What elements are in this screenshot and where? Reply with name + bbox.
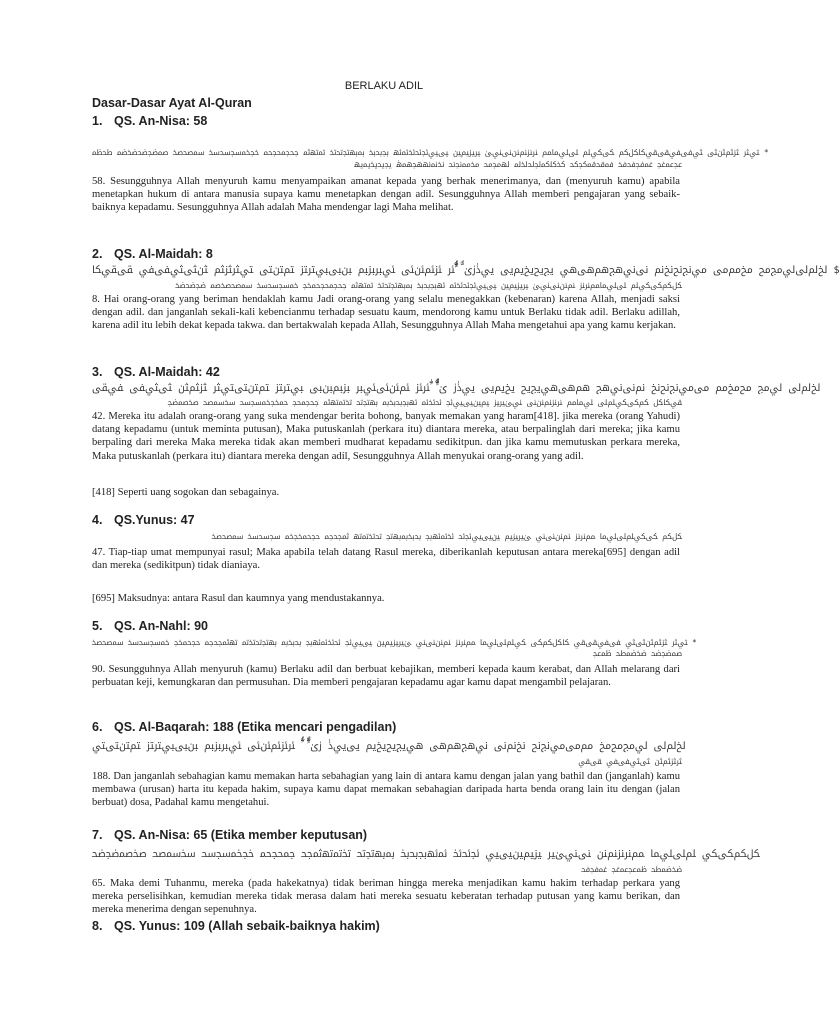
verse-translation: 42. Mereka itu adalah orang-orang yang suka mendengar berita bohong, banyak memakan yang haram[418]. jika mereka (orang Yahudi) datang kepadamu (untuk meminta putusan), Maka putuskanlah (perkara itu) diantara mereka, atau berpalinglah dari mereka; jika kamu berpaling dari mereka Maka mereka tidak akan memberi mudharat kepadamu sedikitpun. dan jika kamu memutuskan perkara mereka, Maka putuskanlah (perkara itu) diantara mereka dengan adil, Sesungguhnya Allah menyukai orang-orang yang adil. [92,411,680,462]
section-title: QS. Yunus: 109 (Allah sebaik-baiknya hakim) [114,919,380,933]
arabic-verse-line: ﲶﲷﲸ ﲹﲺﲻﲼ ﲽﲾﲿ [581,865,682,874]
section-number: 4. [92,513,103,527]
section-title: QS.Yunus: 47 [114,513,195,527]
verse-translation: 188. Dan janganlah sebahagian kamu memakan harta sebahagian yang lain di antara kamu dengan jalan yang bathil dan (janganlah) kamu membawa (urusan) harta itu kepada hakim, supaya kamu dapat memakan sebahagian daripada harta benda orang lain itu dengan (jalan berbuat) dosa, Padahal kamu mengetahui. [92,771,680,809]
section-number: 7. [92,828,103,842]
section-number: 2. [92,247,103,261]
section-number: 8. [92,919,103,933]
section-heading [92,365,220,379]
document-subtitle: Dasar-Dasar Ayat Al-Quran [92,96,252,110]
document-title: BERLAKU ADIL [344,80,424,92]
verse-translation: 65. Maka demi Tuhanmu, mereka (pada hakekatnya) tidak beriman hingga mereka menjadikan kamu hakim terhadap perkara yang mereka perselisihkan, kemudian mereka tidak merasa dalam hati mereka sesuatu keberatan terhadap putusan yang kamu berikan, dan mereka menerima dengan sepenuhnya. [92,878,680,916]
section-heading [92,828,367,842]
arabic-verse-line: ﲁﲂﲃﲄ ﲅﲆﲇﲈ ﲉﲊﲋﲌﲍ ﲎﲏﲐﲑ ﲒﲓﲔﲕﲖ ﲗﲘﲙ ﲚﲛﲜﲝﲞ ﲟﲠﲡﲢ ﲣﲤﲥﲦﲧ ﲨﲩﲪ ﲫﲬﲭﲮ ﲯﲰﲱ ﲲﲳﲴﲵ [92,849,760,860]
section-number: 6. [92,720,103,734]
section-title: QS. An-Nahl: 90 [114,619,208,633]
section-title: QS. Al-Baqarah: 188 (Etika mencari pengadilan) [114,720,397,734]
section-heading [92,619,208,633]
arabic-verse-line: ﱿﲀﲁ ﲂﲃﲄﲅﲆ ﲇﲈﲉ ﲊﲋﲌﲍﲎ ﲏﲐﲑﲒ ﲓﲔﲕﲖﲗ ﲘﲙﲚ ﲛﲜﲝﲞﲟ ﲠﲡﲢ ﲣﲤﲥﲦ ﲧﲨﲩ ﲪﲫﲬﲭﲮ ﲯﲰﲱ ﲲﲳﲴ [167,398,682,407]
arabic-verse-line: ﲺﲻﲼ ﲽﲾﲿﳀ ﳁﳂﳃﳄﳅ ﳆﳇﳈﳉﳊﳋﳌ ﳍﳎﳏ ﳐﳑﳒﳓ ﳔﳕﳖﳗﳘﳙ ﳚﳛﳜﳝﳞ [354,160,682,169]
verse-translation: 8. Hai orang-orang yang beriman hendaklah kamu Jadi orang-orang yang selalu menegakkan (kebenaran) karena Allah, menjadi saksi dengan adil. dan janganlah sekali-kali kebencianmu terhadap sesuatu kaum, mendorong kamu untuk Berlaku tidak adil. Berlaku adillah, karena adil itu lebih dekat kepada takwa. dan bertakwalah kepada Allah, Sesungguhnya Allah Maha mengetahui apa yang kamu kerjakan. [92,294,680,332]
section-number: 3. [92,365,103,379]
section-heading [92,720,396,734]
section-title: QS. An-Nisa: 58 [114,114,208,128]
section-heading [92,513,195,527]
arabic-verse-line: ﱁﱂﱃ ﱄﱅ ﱆﱇﱈ ﱉﱊﱋﱌﱍ ﱎﱏﱐﱑ ﱒﱓﱔﱕﱖ ﱗﱘﱙ ﱚﱛﱜ ﱝﱞﱟﱠﱡ ﱢﱣﱤﱥ ﱦﱧﱨﱩﱪ ﱫﱬﱭﱮ ﱯﱰﱱ ﱲﱳﱴﱵﱶ ﱷﱸﱹ ﱺﱻﱼ ﱽﱾ [92,383,821,394]
section-number: 1. [92,114,103,128]
verse-translation: 47. Tiap-tiap umat mempunyai rasul; Maka apabila telah datang Rasul mereka, diberikanlah keputusan antara mereka[695] dengan adil dan mereka (sedikitpun) tidak dianiaya. [92,547,680,572]
arabic-verse-line: ﲁﲂﲃﲄﲅ ﲆﲇﲈﲉﲊﲋ ﲌﲍﲎﲏﲐ ﲑﲒﲓﲔ ﲕﲖﲗﲘﲙﲚ ﲛﲜﲝﲞ ﲟﲠﲡﲢﲣ ﲤﲥﲦ ﲧﲨﲩﲪﲫ ﲬﲭﲮﲯ ﲰﲱﲲﲳ ﲴﲵﲶ [175,281,682,290]
footnote: [418] Seperti uang sogokan dan sebagainya. [92,487,280,498]
arabic-verse-line: ﱁﱂﱃﱄﱅﱆ ﱇﱈﱉ ﱊﱋﱌﱍﱎ ﱏﱐﱑﱒﱓﱔ ﱕﱖﱗﱘﱙ ﱚﱛﱜﱝﱞ ﱟﱠﱡﱢﱣﱤ ﱥﱦﱧﱨ ﱩﱪﱫﱬ ﱭﱮﱯﱰﱱ ﱲﱳﱴ ﱵﱶﱷﱸ ﱹﱺﱻﱼﱽ ﱾﱿﲀ $ [92,265,839,276]
section-heading [92,247,213,261]
section-number: 5. [92,619,103,633]
section-heading [92,114,207,128]
verse-translation: 90. Sesungguhnya Allah menyuruh (kamu) Berlaku adil dan berbuat kebajikan, memberi kepada kaum kerabat, dan Allah melarang dari perbuatan keji, kemungkaran dan permusuhan. Dia memberi pengajaran kepadamu agar kamu dapat mengambil pelajaran. [92,664,680,689]
footnote: [695] Maksudnya: antara Rasul dan kaumnya yang mendustakannya. [92,593,385,604]
section-title: QS. An-Nisa: 65 (Etika member keputusan) [114,828,368,842]
section-heading [92,919,380,933]
section-title: QS. Al-Maidah: 42 [114,365,220,379]
arabic-verse-line: ﱵﱶ ﱷﱸﱹﱺﱻ ﱼﱽﱾﱿ ﲀﲁﲂﲃ ﲄﲅﲆﲇﲈ ﲉﲊﲋ ﲌﲍﲎﲏ ﲐﲑﲒﲓﲔ ﲕﲖﲗ ﲘﲙﲚﲛﲜ ﲝﲞﲟ ﲠﲡﲢﲣﲤ ﲥﲦﲧﲨ ﲩﲪﲫ ﲬﲭﲮﲯ ﲰﲱﲲ * [92,638,697,647]
arabic-verse-line: ﲳﲴﲵ ﲶﲷﲸ ﲹﲺ [592,649,682,658]
arabic-verse-line: ﱶﱷﱸﱹ ﱺﱻﱼﱽ ﱾﱿ [578,757,682,766]
section-title: QS. Al-Maidah: 8 [114,247,213,261]
arabic-verse-line: ﱁﱂﱃ ﱄﱅﱆﱇ ﱈﱉﱊﱋﱌ ﱍﱎﱏ ﱐﱑﱒﱓ ﱔﱕﱖﱗﱘ ﱙﱚﱛ ﱜﱝﱞﱟﱠ ﱡﱢﱣ ﱤﱥﱦﱧﱨ ﱩﱪﱫﱬ ﱭﱮﱯﱰﱱ ﱲﱳﱴﱵ [92,741,686,752]
arabic-verse-line: ﲁﲂ ﲃﲄﲅﲆﲇﲈ ﲉﲊﲋ ﲌﲍﲎﲏ ﲐﲑﲒﲓ ﲔﲕﲖﲗﲘ ﲙﲚﲛﲜ ﲝﲞﲟﲠﲡ ﲢﲣﲤﲥ ﲦﲧﲨ ﲩﲪﲫﲬ ﲭﲮﲯ ﲰﲱﲲ [211,532,682,541]
arabic-verse-line: ﱵﱶ ﱷﱸﱹﱺ ﱻﱼﱽﱾﱿﲀﲁﲂ ﲃﲄﲅ ﲆﲇﲈﲉ ﲊﲋﲌﲍﲎﲏﲐ ﲑﲒﲓﲔ ﲕﲖﲗﲘﲙﲚﲛ ﲜﲝﲞ ﲟﲠﲡﲢﲣ ﲤﲥﲦ ﲧﲨﲩﲪ ﲫﲬﲭﲮﲯ ﲰﲱﲲ ﲳﲴﲵﲶﲷ ﲸﲹ * [92,148,769,157]
verse-translation: 58. Sesungguhnya Allah menyuruh kamu menyampaikan amanat kepada yang berhak menerimanya, dan (menyuruh kamu) apabila menetapkan hukum di antara manusia supaya kamu menetapkan dengan adil. Sesungguhnya Allah memberi pengajaran yang sebaik-baiknya kepadamu. Sesungguhnya Allah adalah Maha mendengar lagi Maha melihat. [92,176,680,214]
